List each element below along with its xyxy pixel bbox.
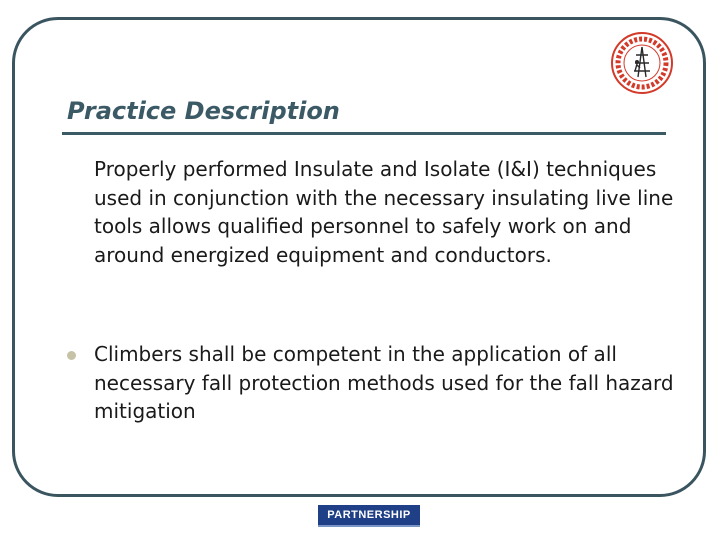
partnership-seal-logo <box>610 31 674 95</box>
page-title: Practice Description <box>67 97 340 125</box>
description-paragraph: Properly performed Insulate and Isolate (I&I) techniques used in conjunction with the necessary insulating live line tools allows qualified personnel to safely work on and around energized equipment and conductors. <box>94 157 674 267</box>
bullet-icon <box>67 351 76 360</box>
partnership-footer-logo: PARTNERSHIP <box>318 505 420 527</box>
bullet-item-fall-protection: Climbers shall be competent in the application of all necessary fall protection methods used for the fall hazard mitigation <box>94 342 674 423</box>
title-underline <box>62 132 666 135</box>
